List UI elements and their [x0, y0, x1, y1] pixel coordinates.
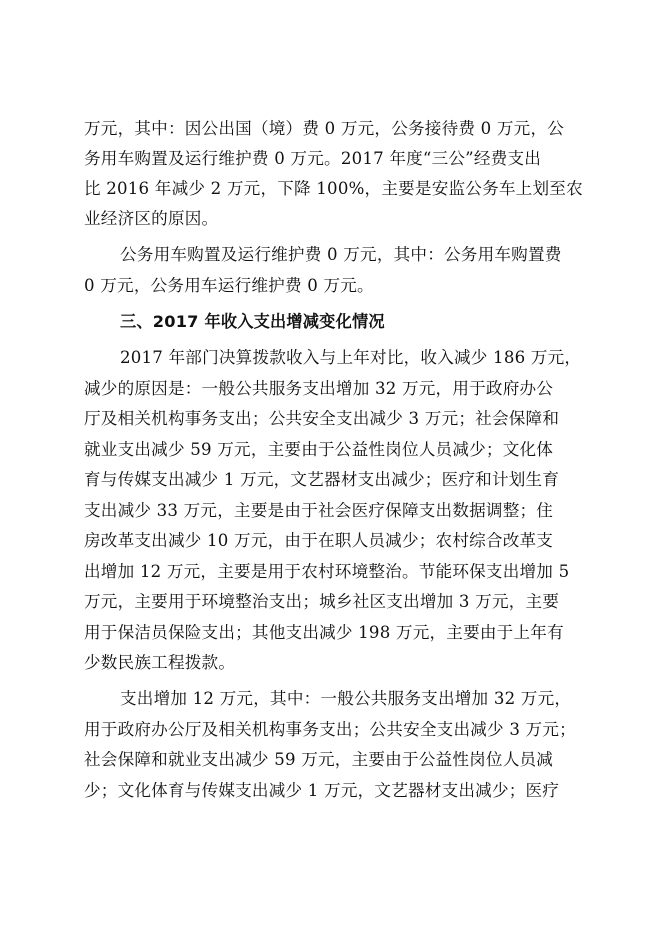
paragraph-2-line-1: 公务用车购置及运行维护费 0 万元，其中：公务用车购置费: [120, 245, 562, 264]
section-heading: 三、2017 年收入支出增减变化情况: [120, 312, 385, 331]
paragraph-4-line-3: 社会保障和就业支出减少 59 万元，主要由于公益性岗位人员减: [84, 750, 554, 769]
paragraph-1-line-3: 比 2016 年减少 2 万元，下降 100%，主要是安监公务车上划至农: [84, 179, 583, 198]
paragraph-3-line-4: 就业支出减少 59 万元，主要由于公益性岗位人员减少；文化体: [84, 440, 554, 459]
paragraph-3-line-10: 用于保洁员保险支出；其他支出减少 198 万元，主要由于上年有: [84, 623, 564, 642]
paragraph-3-line-8: 出增加 12 万元，主要是用于农村环境整治。节能环保支出增加 5: [84, 562, 570, 581]
paragraph-3-line-5: 育与传媒支出减少 1 万元，文艺器材支出减少；医疗和计划生育: [84, 470, 560, 489]
paragraph-4-line-1: 支出增加 12 万元，其中：一般公共服务支出增加 32 万元，: [120, 689, 572, 708]
paragraph-3-line-2: 减少的原因是：一般公共服务支出增加 32 万元，用于政府办公: [84, 379, 554, 398]
paragraph-3-line-3: 厅及相关机构事务支出；公共安全支出减少 3 万元；社会保障和: [84, 409, 560, 428]
paragraph-3-line-7: 房改革支出减少 10 万元，由于在职人员减少；农村综合改革支: [84, 531, 554, 550]
paragraph-1-line-4: 业经济区的原因。: [84, 209, 219, 228]
paragraph-3-line-6: 支出减少 33 万元，主要是由于社会医疗保障支出数据调整；住: [84, 501, 554, 520]
paragraph-1-line-1: 万元，其中：因公出国（境）费 0 万元，公务接待费 0 万元，公: [84, 119, 565, 138]
paragraph-4-line-4: 少；文化体育与传媒支出减少 1 万元，文艺器材支出减少；医疗: [84, 781, 560, 800]
paragraph-2-line-2: 0 万元，公务用车运行维护费 0 万元。: [84, 276, 374, 295]
paragraph-1-line-2: 务用车购置及运行维护费 0 万元。2017 年度“三公”经费支出: [84, 149, 542, 168]
paragraph-3-line-11: 少数民族工程拨款。: [84, 653, 236, 672]
paragraph-3-line-1: 2017 年部门决算拨款收入与上年对比，收入减少 186 万元，: [120, 348, 582, 367]
paragraph-4-line-2: 用于政府办公厅及相关机构事务支出；公共安全支出减少 3 万元；: [84, 720, 576, 739]
paragraph-3-line-9: 万元，主要用于环境整治支出；城乡社区支出增加 3 万元，主要: [84, 592, 560, 611]
